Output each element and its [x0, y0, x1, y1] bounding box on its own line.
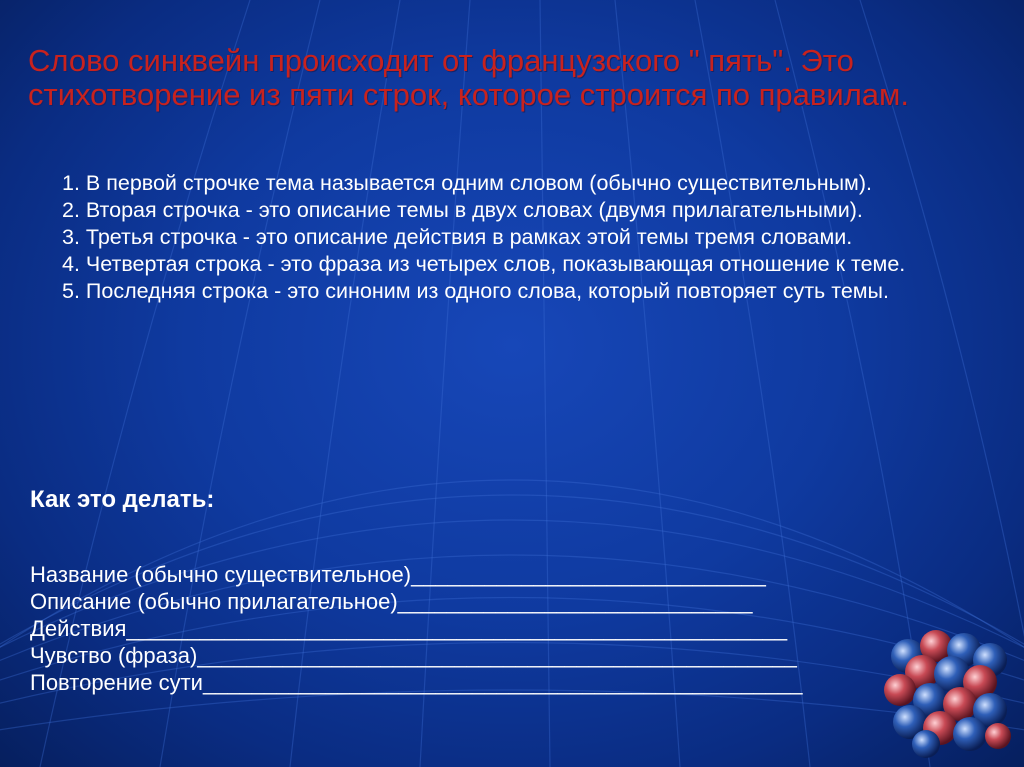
rule-item: 5. Последняя строка - это синоним из одного слова, который повторяет суть темы.	[62, 279, 889, 303]
atom-cluster-icon	[880, 628, 1020, 760]
rule-item: 2. Вторая строчка - это описание темы в двух словах (двумя прилагательными).	[62, 198, 863, 222]
template-row-name: Название (обычно существительное)_____________________________	[30, 562, 766, 587]
template-row-feeling: Чувство (фраза)_________________________________________________	[30, 643, 797, 668]
rule-item: 1. В первой строчке тема называется одним словом (обычно существительным).	[62, 171, 872, 195]
slide-title: Слово синквейн происходит от французского " пять". Это стихотворение из пяти строк, которое строится по правилам.	[28, 43, 909, 112]
howto-heading: Как это делать:	[30, 486, 215, 513]
rule-item: 3. Третья строчка - это описание действия в рамках этой темы тремя словами.	[62, 225, 853, 249]
template-row-essence: Повторение сути_________________________________________________	[30, 670, 803, 695]
template-row-actions: Действия______________________________________________________	[30, 616, 788, 641]
rules-list	[30, 170, 1000, 305]
template-row-description: Описание (обычно прилагательное)_____________________________	[30, 589, 753, 614]
template-list	[30, 561, 1010, 696]
rule-item: 4. Четвертая строка - это фраза из четырех слов, показывающая отношение к теме.	[62, 252, 906, 276]
